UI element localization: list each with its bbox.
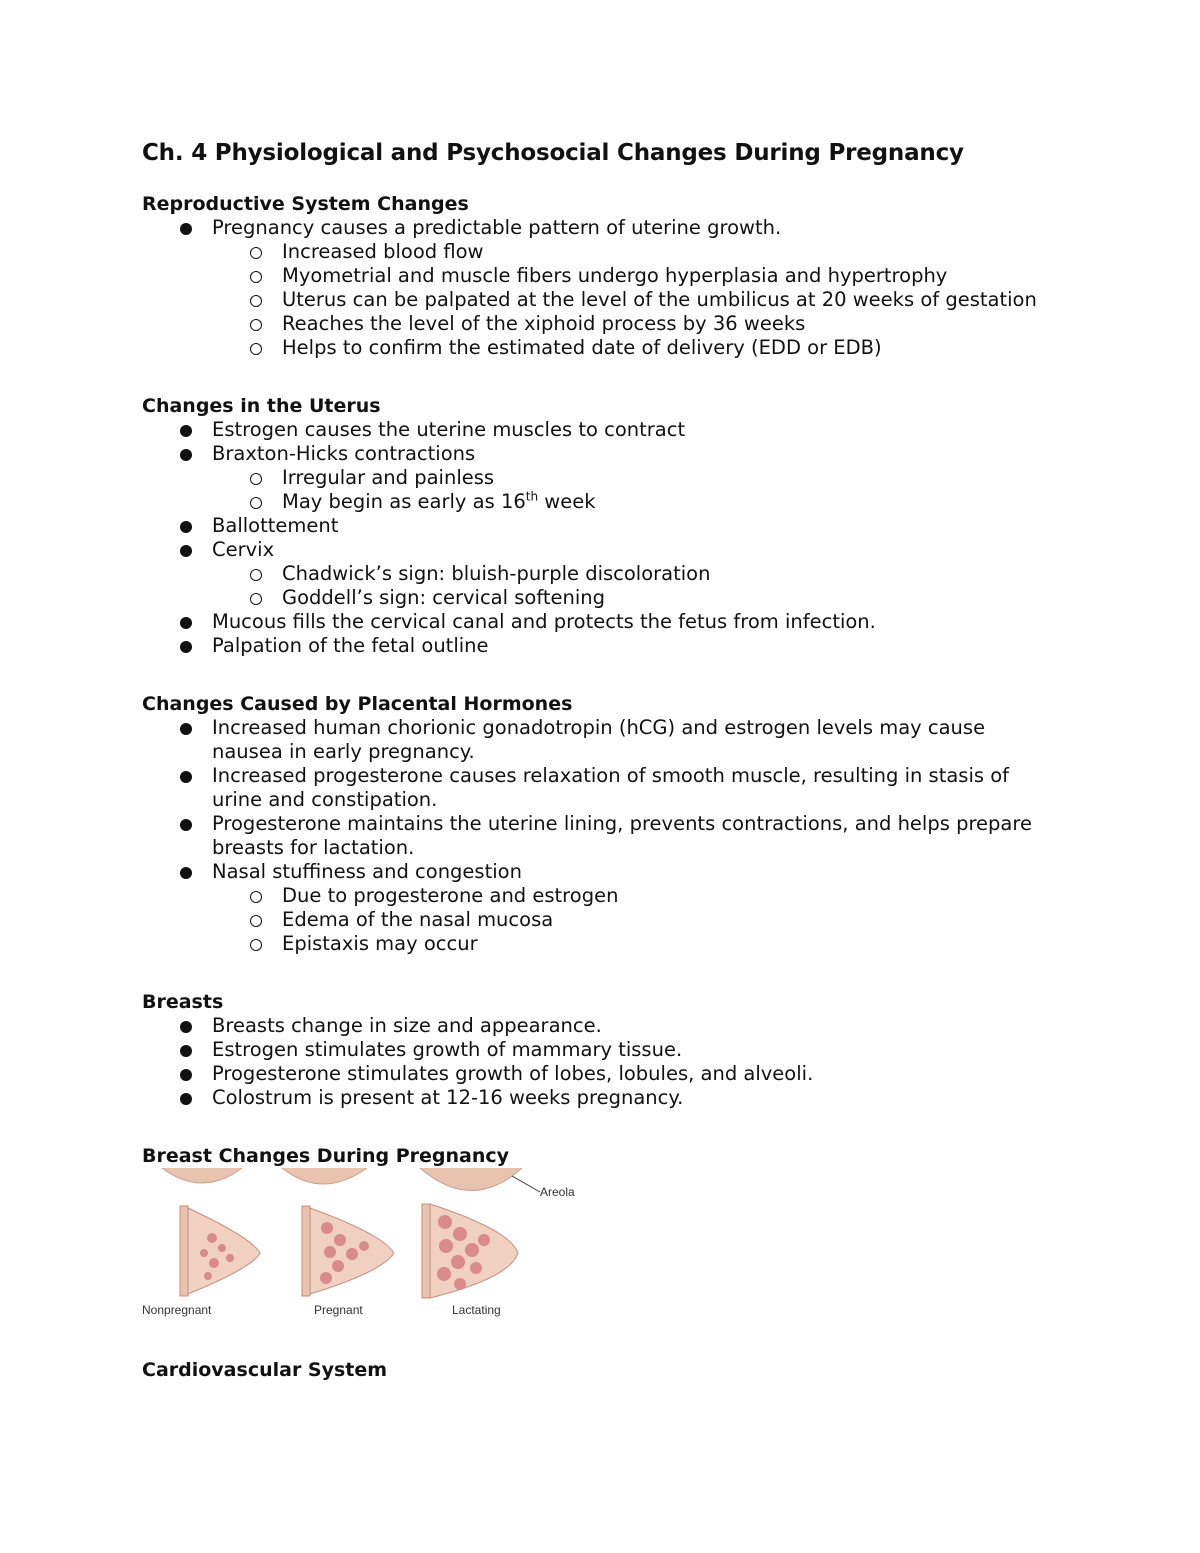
list-item: Pregnancy causes a predictable pattern of uterine growth. Increased blood flow Myometrial and muscle fibers undergo hyperplasia and hypertrophy Uterus can be palpated at the level of the umbilicus at 20 weeks of gestation Reaches the level of the xiphoid process by 36 weeks Helps to confirm the estimated date of delivery (EDD or EDB)	[142, 216, 1062, 360]
areola-leader-line	[512, 1176, 540, 1192]
hollow-bullet-icon	[250, 295, 262, 307]
section-heading: Changes Caused by Placental Hormones	[142, 693, 573, 715]
breast-section-nonpregnant	[180, 1206, 260, 1296]
filled-bullet-icon	[180, 425, 192, 437]
list-item: Palpation of the fetal outline	[142, 634, 1062, 658]
section-heading-cardiovascular: Cardiovascular System	[142, 1359, 388, 1381]
filled-bullet-icon	[180, 771, 192, 783]
filled-bullet-icon	[180, 223, 192, 235]
document-content	[142, 140, 1062, 1382]
list-item: Nasal stuffiness and congestion Due to progesterone and estrogen Edema of the nasal mucosa Epistaxis may occur	[142, 860, 1062, 956]
list-item: Colostrum is present at 12-16 weeks pregnancy.	[142, 1086, 1062, 1110]
section-heading: Reproductive System Changes	[142, 193, 469, 215]
filled-bullet-icon	[180, 521, 192, 533]
sub-list-item: Due to progesterone and estrogen	[142, 884, 1062, 908]
sub-list-item: May begin as early as 16th week	[142, 490, 1062, 514]
list-item: Breasts change in size and appearance.	[142, 1014, 1062, 1038]
figure-heading: Breast Changes During Pregnancy	[142, 1145, 510, 1167]
list-item: Braxton-Hicks contractions Irregular and painless May begin as early as 16th week	[142, 442, 1062, 514]
breast-top-nonpregnant	[162, 1168, 242, 1183]
sub-list-item: Epistaxis may occur	[142, 932, 1062, 956]
list-item: Cervix Chadwick’s sign: bluish-purple discoloration Goddell’s sign: cervical softening	[142, 538, 1062, 610]
breast-top-lactating	[420, 1168, 522, 1191]
hollow-bullet-icon	[250, 915, 262, 927]
sub-list-item: Myometrial and muscle fibers undergo hyperplasia and hypertrophy	[142, 264, 1062, 288]
sub-list-item: Goddell’s sign: cervical softening	[142, 586, 1062, 610]
hollow-bullet-icon	[250, 247, 262, 259]
filled-bullet-icon	[180, 449, 192, 461]
section-reproductive	[142, 192, 1062, 360]
bullet-list	[142, 418, 1062, 658]
sub-bullet-list	[142, 562, 1062, 610]
bullet-list	[142, 1014, 1062, 1110]
breast-changes-figure	[142, 1168, 582, 1318]
hollow-bullet-icon	[250, 891, 262, 903]
sub-list-item: Uterus can be palpated at the level of the umbilicus at 20 weeks of gestation	[142, 288, 1062, 312]
breast-section-lactating	[422, 1204, 518, 1298]
section-breasts	[142, 990, 1062, 1110]
bullet-list	[142, 216, 1062, 360]
hollow-bullet-icon	[250, 569, 262, 581]
hollow-bullet-icon	[250, 473, 262, 485]
label-pregnant: Pregnant	[314, 1303, 363, 1317]
breast-top-pregnant	[282, 1168, 367, 1184]
section-heading: Changes in the Uterus	[142, 395, 381, 417]
filled-bullet-icon	[180, 723, 192, 735]
sub-list-item: Edema of the nasal mucosa	[142, 908, 1062, 932]
sub-list-item: Chadwick’s sign: bluish-purple discoloration	[142, 562, 1062, 586]
page-title: Ch. 4 Physiological and Psychosocial Changes During Pregnancy	[142, 140, 964, 166]
label-nonpregnant: Nonpregnant	[142, 1303, 212, 1317]
sub-bullet-list	[142, 240, 1062, 360]
sub-list-item: Irregular and painless	[142, 466, 1062, 490]
sub-list-item: Increased blood flow	[142, 240, 1062, 264]
list-item: Progesterone maintains the uterine lining, prevents contractions, and helps prepare breasts for lactation.	[142, 812, 1062, 860]
list-item: Estrogen causes the uterine muscles to contract	[142, 418, 1062, 442]
list-item: Increased progesterone causes relaxation of smooth muscle, resulting in stasis of urine and constipation.	[142, 764, 1062, 812]
filled-bullet-icon	[180, 867, 192, 879]
label-lactating: Lactating	[452, 1303, 501, 1317]
areola-label: Areola	[540, 1185, 575, 1199]
sub-bullet-list	[142, 466, 1062, 514]
list-item: Estrogen stimulates growth of mammary tissue.	[142, 1038, 1062, 1062]
hollow-bullet-icon	[250, 939, 262, 951]
filled-bullet-icon	[180, 1045, 192, 1057]
filled-bullet-icon	[180, 641, 192, 653]
filled-bullet-icon	[180, 819, 192, 831]
hollow-bullet-icon	[250, 319, 262, 331]
filled-bullet-icon	[180, 1093, 192, 1105]
hollow-bullet-icon	[250, 343, 262, 355]
filled-bullet-icon	[180, 617, 192, 629]
list-item: Mucous fills the cervical canal and protects the fetus from infection.	[142, 610, 1062, 634]
bullet-list	[142, 716, 1062, 956]
hollow-bullet-icon	[250, 593, 262, 605]
sub-bullet-list	[142, 884, 1062, 956]
sub-list-item: Reaches the level of the xiphoid process by 36 weeks	[142, 312, 1062, 336]
filled-bullet-icon	[180, 1021, 192, 1033]
list-item: Ballottement	[142, 514, 1062, 538]
section-heading: Breasts	[142, 991, 224, 1013]
breast-section-pregnant	[302, 1206, 394, 1296]
filled-bullet-icon	[180, 545, 192, 557]
list-item: Progesterone stimulates growth of lobes, lobules, and alveoli.	[142, 1062, 1062, 1086]
sub-list-item: Helps to confirm the estimated date of delivery (EDD or EDB)	[142, 336, 1062, 360]
hollow-bullet-icon	[250, 271, 262, 283]
section-uterus	[142, 394, 1062, 658]
breast-diagram	[142, 1168, 582, 1318]
hollow-bullet-icon	[250, 497, 262, 509]
section-placental-hormones	[142, 692, 1062, 956]
filled-bullet-icon	[180, 1069, 192, 1081]
list-item: Increased human chorionic gonadotropin (hCG) and estrogen levels may cause nausea in early pregnancy.	[142, 716, 1062, 764]
